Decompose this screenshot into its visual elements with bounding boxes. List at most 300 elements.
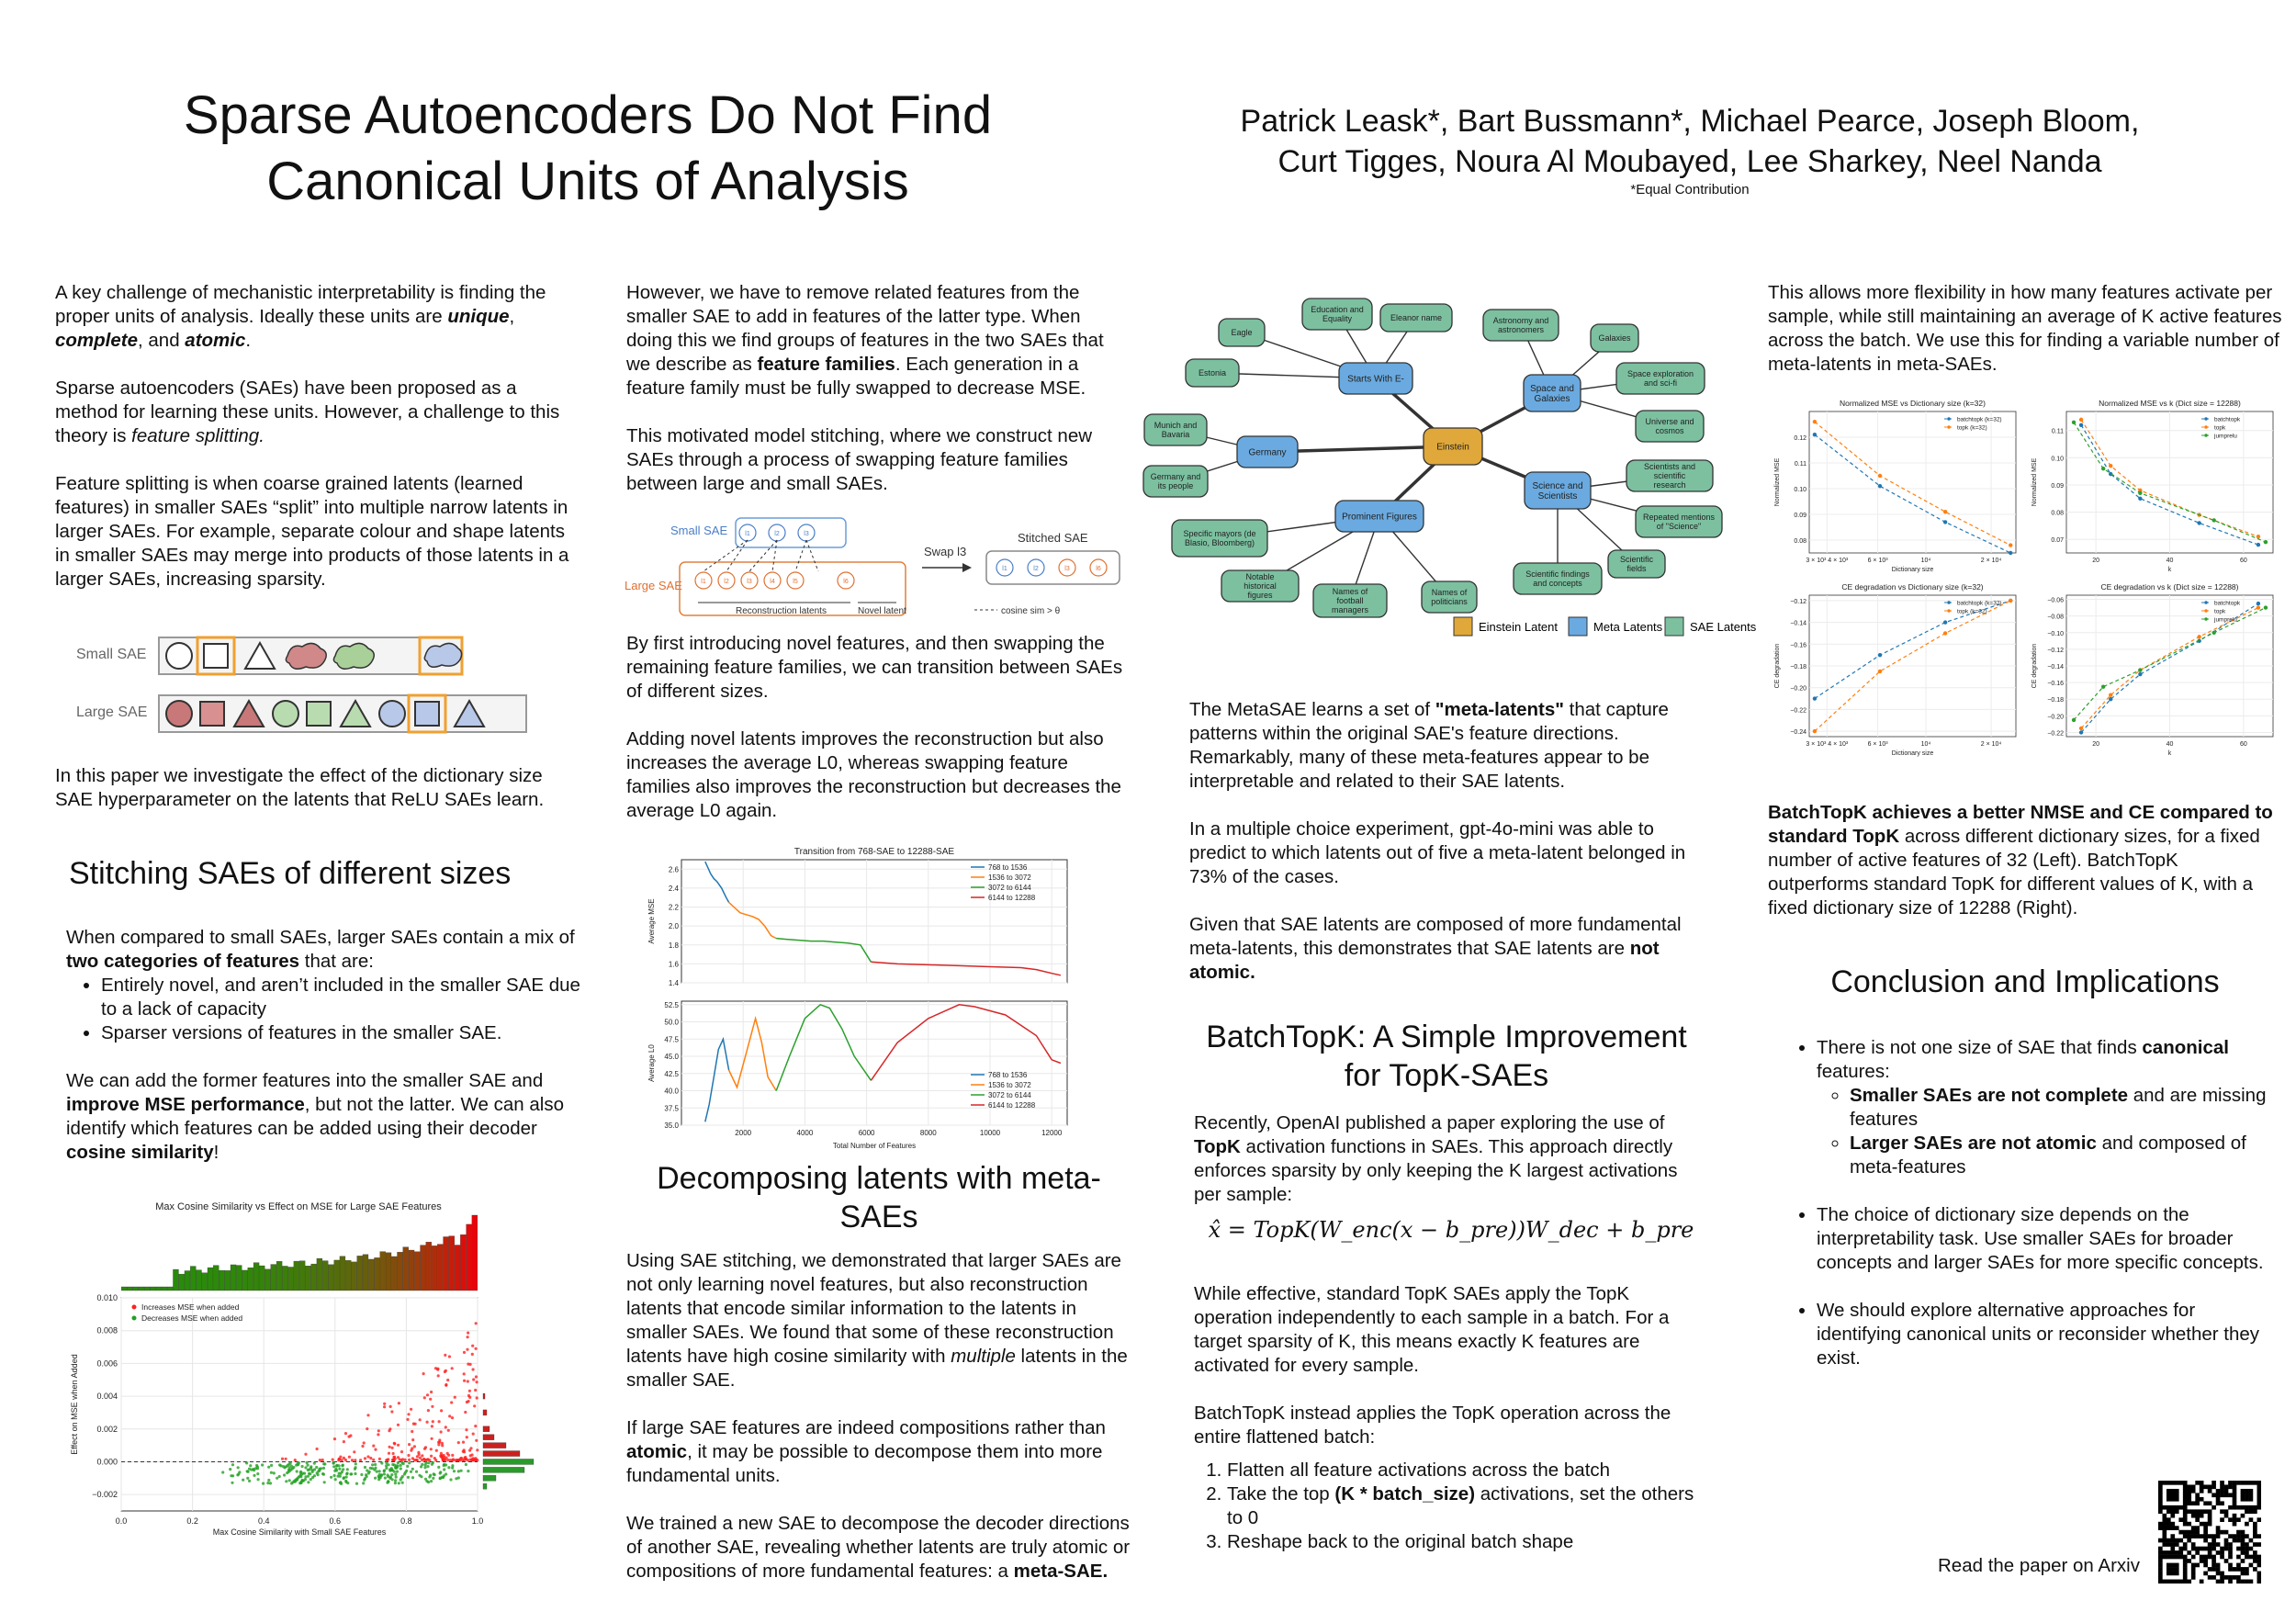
scatter-point — [231, 1463, 234, 1466]
qr-module — [2195, 1501, 2200, 1505]
cosine-link — [749, 540, 777, 571]
scatter-point — [344, 1481, 347, 1483]
legend-label: 1536 to 3072 — [988, 873, 1031, 882]
scatter-point — [301, 1465, 304, 1468]
qr-module — [2216, 1534, 2221, 1538]
scatter-point — [304, 1478, 307, 1481]
scatter-point — [390, 1410, 393, 1413]
scatter-point — [391, 1463, 394, 1466]
qr-module — [2208, 1555, 2212, 1560]
histogram-bar — [483, 1467, 524, 1472]
qr-module — [2208, 1534, 2212, 1538]
scatter-point — [467, 1336, 469, 1338]
qr-module — [2191, 1547, 2196, 1551]
scatter-point — [389, 1405, 392, 1408]
scatter-point — [315, 1466, 318, 1469]
legend-einstein: Einstein Latent — [1479, 620, 1559, 634]
x-tick-label: 20 — [2092, 558, 2100, 564]
not-atomic-paragraph: Given that SAE latents are composed of more fundamental meta-latents, this demonstrates that SAE latents are not atomic. — [1189, 914, 1682, 983]
qr-module — [2187, 1580, 2191, 1584]
qr-module — [2183, 1580, 2188, 1584]
qr-module — [2216, 1563, 2221, 1568]
data-point — [2138, 497, 2142, 501]
scatter-point — [323, 1481, 326, 1483]
scatter-point — [476, 1448, 478, 1451]
series-line — [1815, 434, 2010, 553]
qr-module — [2183, 1497, 2188, 1502]
scatter-point — [288, 1479, 291, 1482]
chart-title: Normalized MSE vs k (Dict size = 12288) — [2099, 399, 2241, 408]
qr-module — [2233, 1514, 2237, 1518]
qr-module — [2224, 1484, 2229, 1489]
qr-module — [2183, 1509, 2188, 1514]
data-point — [1943, 510, 1947, 513]
node-label: of "Science" — [1656, 522, 1702, 532]
y-tick-label: 2.2 — [668, 903, 679, 912]
qr-module — [2183, 1481, 2188, 1485]
scatter-point — [467, 1470, 469, 1472]
legend-swatch — [1665, 617, 1683, 636]
qr-module — [2170, 1538, 2175, 1543]
latent-node-label: l3 — [804, 531, 809, 537]
scatter-point — [362, 1482, 365, 1484]
sae-latent-node — [1483, 310, 1559, 341]
batchtopk-paragraph: BatchTopK instead applies the TopK operation across the entire flattened batch: — [1194, 1403, 1671, 1448]
circle-shape-icon — [166, 643, 192, 669]
qr-module — [2162, 1542, 2167, 1547]
feature-splitting-paragraph: Feature splitting is when coarse grained latents (learned features) in smaller SAEs “split” into multiple narrow latents in larger SAEs. For example, separate colour and shape latents in smaller SAEs may merge into products of those latents in a larger SAEs, increasing sparsity. — [55, 473, 569, 590]
scatter-point — [423, 1466, 426, 1469]
scatter-point — [323, 1462, 326, 1465]
transition-paragraph: By first introducing novel features, and then swapping the remaining feature families, we can transition between SAEs of different sizes. — [626, 633, 1123, 702]
histogram-bar — [483, 1443, 506, 1448]
node-label: and sci-fi — [1643, 378, 1678, 389]
sae-latent-node — [1636, 411, 1704, 442]
scatter-point — [406, 1418, 409, 1421]
scatter-point — [468, 1390, 471, 1392]
data-point — [2072, 421, 2076, 424]
node-label: Eagle — [1231, 328, 1253, 338]
scatter-point — [307, 1475, 310, 1478]
histogram-bar — [483, 1410, 487, 1415]
qr-module — [2162, 1517, 2167, 1522]
conclusion-list-wrapper — [1782, 1036, 2278, 1394]
qr-module — [2245, 1509, 2249, 1514]
qr-module — [2249, 1538, 2254, 1543]
y-tick-label: −0.08 — [2047, 614, 2064, 621]
qr-module — [2183, 1493, 2188, 1497]
meta-latent-node — [1335, 501, 1424, 532]
qr-module — [2212, 1559, 2216, 1563]
scatter-point — [421, 1454, 423, 1457]
qr-module — [2245, 1547, 2249, 1551]
scatter-point — [341, 1459, 343, 1461]
y-tick-label: 0.10 — [2051, 456, 2064, 463]
meta-latent-graph — [1137, 287, 1761, 645]
scatter-point — [451, 1467, 454, 1470]
qr-module — [2249, 1547, 2254, 1551]
qr-module — [2212, 1484, 2216, 1489]
scatter-point — [394, 1479, 397, 1482]
histogram-bar — [242, 1270, 248, 1291]
scatter-point — [466, 1348, 468, 1351]
scatter-point — [335, 1469, 338, 1471]
sae-latent-node — [1380, 304, 1452, 332]
qr-module — [2236, 1517, 2241, 1522]
y-tick-label: 0.07 — [2051, 537, 2064, 545]
qr-module — [2249, 1505, 2254, 1510]
node-label: Education and — [1311, 305, 1364, 315]
scatter-point — [411, 1430, 413, 1433]
x-tick-label: 10000 — [979, 1129, 1001, 1137]
scatter-point — [457, 1470, 460, 1472]
qr-module — [2241, 1489, 2245, 1493]
histogram-bar — [127, 1287, 132, 1291]
qr-module — [2187, 1497, 2191, 1502]
scatter-point — [355, 1462, 357, 1465]
scatter-point — [339, 1475, 342, 1478]
qr-module — [2162, 1526, 2167, 1530]
gpt-experiment-paragraph: In a multiple choice experiment, gpt-4o-mini was able to predict to which latents out of five a meta-latent belonged in 73% of the cases. — [1189, 818, 1686, 887]
qr-module — [2212, 1481, 2216, 1485]
scatter-point — [246, 1477, 249, 1480]
qr-module — [2212, 1563, 2216, 1568]
scatter-point — [256, 1465, 259, 1468]
qr-module — [2175, 1567, 2179, 1572]
qr-module — [2158, 1555, 2163, 1560]
qr-module — [2175, 1555, 2179, 1560]
scatter-point — [447, 1429, 450, 1432]
histogram-bar — [449, 1236, 455, 1291]
scatter-point — [453, 1470, 456, 1472]
qr-module — [2220, 1509, 2224, 1514]
histogram-bar — [483, 1435, 494, 1440]
legend-sae: SAE Latents — [1690, 620, 1757, 634]
qr-module — [2183, 1555, 2188, 1560]
scatter-point — [332, 1461, 335, 1464]
qr-module — [2158, 1550, 2163, 1555]
scatter-point — [355, 1482, 358, 1485]
arxiv-qr-code[interactable] — [2158, 1481, 2261, 1584]
scatter-point — [397, 1444, 400, 1447]
qr-module — [2216, 1542, 2221, 1547]
legend-label: 6144 to 12288 — [988, 894, 1036, 902]
legend-label: topk — [2214, 424, 2226, 432]
qr-module — [2249, 1497, 2254, 1502]
scatter-point — [245, 1461, 248, 1464]
data-point — [2257, 602, 2260, 605]
scatter-point — [476, 1396, 478, 1399]
y-tick-label: −0.10 — [2047, 630, 2064, 637]
qr-module — [2200, 1484, 2204, 1489]
scatter-point — [322, 1467, 325, 1470]
qr-module — [2178, 1547, 2183, 1551]
scatter-point — [437, 1443, 440, 1446]
x-tick-label: 0.4 — [257, 1516, 270, 1526]
scatter-point — [266, 1482, 269, 1484]
histogram-bar — [139, 1287, 144, 1291]
data-point — [2101, 467, 2105, 470]
scatter-point — [444, 1370, 446, 1373]
scatter-point — [261, 1463, 264, 1466]
scatter-point — [412, 1423, 415, 1426]
scatter-point — [374, 1463, 377, 1466]
node-label: Germany and — [1150, 472, 1201, 482]
data-point — [2197, 635, 2200, 638]
qr-module — [2249, 1563, 2254, 1568]
qr-module — [2233, 1575, 2237, 1580]
scatter-point — [430, 1455, 433, 1458]
scatter-point — [319, 1459, 321, 1461]
scatter-point — [408, 1459, 411, 1461]
scatter-point — [304, 1466, 307, 1469]
x-tick-label: 8000 — [919, 1129, 937, 1137]
scatter-point — [443, 1463, 445, 1466]
qr-module — [2233, 1489, 2237, 1493]
meta-latent-node — [1237, 436, 1298, 468]
qr-module — [2178, 1550, 2183, 1555]
data-point — [2109, 697, 2112, 701]
latent-node-label: l3 — [747, 579, 752, 585]
qr-module — [2175, 1505, 2179, 1510]
red-blob-icon — [286, 643, 326, 669]
scatter-point — [463, 1372, 466, 1375]
qr-module — [2257, 1493, 2261, 1497]
node-label: Astronomy and — [1492, 316, 1549, 326]
scatter-point — [400, 1467, 402, 1470]
x-tick-label: 4000 — [796, 1129, 814, 1137]
scatter-point — [475, 1322, 478, 1324]
histogram-bar — [317, 1258, 322, 1291]
chart-title: CE degradation vs Dictionary size (k=32) — [1841, 582, 1984, 592]
arxiv-link[interactable]: Read the paper on Arxiv — [1938, 1555, 2140, 1576]
qr-module — [2257, 1497, 2261, 1502]
data-point — [2009, 543, 2012, 547]
scatter-point — [394, 1467, 397, 1470]
qr-module — [2183, 1522, 2188, 1527]
scatter-point — [411, 1438, 414, 1441]
square-shape-icon — [204, 644, 228, 668]
scatter-point — [298, 1461, 300, 1464]
qr-module — [2236, 1534, 2241, 1538]
data-point — [2264, 605, 2268, 609]
qr-module — [2220, 1580, 2224, 1584]
node-label: Names of — [1431, 588, 1468, 598]
qr-module — [2167, 1509, 2171, 1514]
list-item: • We should explore alternative approaches for identifying canonical units or reconsider whether they exist. — [1817, 1299, 2278, 1370]
qr-module — [2167, 1555, 2171, 1560]
x-tick-label: 6000 — [858, 1129, 875, 1137]
equal-contribution-note: *Equal Contribution — [1630, 182, 1750, 197]
qr-module — [2253, 1509, 2257, 1514]
scatter-point — [383, 1469, 386, 1471]
data-point — [2197, 521, 2200, 524]
scatter-point — [342, 1464, 344, 1467]
qr-module — [2224, 1493, 2229, 1497]
node-label: Scientific findings — [1525, 569, 1590, 580]
scatter-point — [353, 1450, 355, 1453]
scatter-point — [441, 1455, 444, 1458]
scatter-point — [423, 1396, 426, 1399]
data-point — [2079, 727, 2083, 730]
scatter-point — [467, 1332, 469, 1335]
series-line — [729, 1019, 777, 1091]
y-tick-label: 2.6 — [668, 865, 679, 874]
y-tick-label: −0.12 — [2047, 647, 2064, 654]
histogram-bar — [363, 1255, 368, 1291]
qr-module — [2170, 1542, 2175, 1547]
qr-module — [2158, 1484, 2163, 1489]
scatter-point — [394, 1482, 397, 1484]
list-item: 2. Take the top (K * batch_size) activations, set the others to 0 — [1227, 1482, 1708, 1530]
l0-paragraph: Adding novel latents improves the reconstruction but also increases the average L0, whereas swapping feature families also improves the reconstruction but decreases the average L0 again. — [626, 728, 1121, 821]
qr-module — [2167, 1572, 2171, 1576]
y-tick-label: −0.14 — [2047, 664, 2064, 671]
histogram-bar — [196, 1270, 201, 1291]
scatter-point — [398, 1482, 400, 1484]
qr-module — [2170, 1489, 2175, 1493]
stitching-motivation-paragraph: This motivated model stitching, where we construct new SAEs through a process of swapping feature families between large and small SAEs. — [626, 425, 1093, 494]
scatter-point — [475, 1347, 478, 1350]
histogram-bar — [345, 1260, 351, 1291]
qr-module — [2253, 1567, 2257, 1572]
scatter-point — [237, 1472, 240, 1475]
y-tick-label: 1.8 — [668, 941, 679, 950]
scatter-point — [332, 1459, 334, 1461]
scatter-point — [396, 1471, 399, 1473]
scatter-point — [425, 1471, 428, 1473]
qr-module — [2233, 1505, 2237, 1510]
histogram-bar — [483, 1426, 490, 1432]
y-tick-label: 40.0 — [664, 1087, 679, 1096]
qr-module — [2158, 1563, 2163, 1568]
histogram-bar — [133, 1287, 139, 1291]
histogram-bar — [179, 1274, 185, 1291]
histogram-bar — [403, 1247, 409, 1291]
qr-module — [2236, 1530, 2241, 1535]
transition-chart — [645, 845, 1076, 1157]
list-item: • The choice of dictionary size depends on the interpretability task. Use smaller SAEs for broader concepts and larger SAEs for more specific concepts. — [1817, 1203, 2278, 1275]
scatter-point — [437, 1374, 440, 1377]
histogram-bar — [265, 1269, 271, 1291]
histogram-bar — [208, 1268, 213, 1291]
qr-module — [2187, 1530, 2191, 1535]
qr-module — [2253, 1555, 2257, 1560]
scatter-point — [435, 1449, 438, 1452]
sae-latent-node — [1144, 414, 1207, 445]
scatter-point — [313, 1462, 316, 1465]
histogram-bar — [213, 1266, 219, 1291]
qr-module — [2245, 1567, 2249, 1572]
qr-module — [2158, 1501, 2163, 1505]
qr-module — [2216, 1572, 2221, 1576]
qr-module — [2228, 1555, 2233, 1560]
qr-module — [2216, 1489, 2221, 1493]
y-tick-label: 0.10 — [1794, 487, 1806, 493]
histogram-bar — [421, 1245, 426, 1291]
qr-module — [2241, 1559, 2245, 1563]
histogram-bar — [328, 1265, 333, 1291]
legend-label: batchtopk — [2214, 416, 2241, 423]
qr-module — [2236, 1580, 2241, 1584]
qr-module — [2220, 1493, 2224, 1497]
scatter-point — [456, 1459, 458, 1461]
histogram-bar — [202, 1273, 208, 1291]
qr-module — [2178, 1505, 2183, 1510]
qr-module — [2175, 1489, 2179, 1493]
x-axis-label: Total Number of Features — [832, 1142, 917, 1150]
qr-module — [2183, 1517, 2188, 1522]
series-line — [729, 902, 777, 938]
scatter-point — [451, 1454, 454, 1457]
histogram-bar — [334, 1260, 340, 1291]
qr-module — [2220, 1481, 2224, 1485]
qr-module — [2195, 1517, 2200, 1522]
qr-module — [2216, 1526, 2221, 1530]
scatter-point — [432, 1420, 434, 1423]
qr-module — [2216, 1567, 2221, 1572]
qr-module — [2257, 1575, 2261, 1580]
x-tick-label: 3 × 10³ 4 × 10³ — [1806, 741, 1849, 748]
scatter-point — [267, 1466, 270, 1469]
scatter-point — [388, 1446, 391, 1448]
latent-node-label: l1 — [1002, 566, 1007, 572]
qr-module — [2224, 1489, 2229, 1493]
scatter-point — [415, 1471, 418, 1473]
x-tick-label: 10⁴ — [1920, 558, 1931, 564]
qr-module — [2170, 1547, 2175, 1551]
green-circle-icon — [273, 701, 298, 727]
y-tick-label: 0.12 — [1794, 435, 1806, 442]
qr-module — [2212, 1493, 2216, 1497]
legend-meta: Meta Latents — [1593, 620, 1663, 634]
y-tick-label: −0.16 — [1790, 642, 1806, 649]
qr-module — [2233, 1534, 2237, 1538]
data-point — [2079, 418, 2083, 422]
qr-module — [2175, 1572, 2179, 1576]
scatter-point — [458, 1459, 461, 1461]
scatter-point — [253, 1474, 255, 1477]
qr-module — [2167, 1505, 2171, 1510]
data-point — [2009, 551, 2012, 555]
scatter-point — [444, 1354, 446, 1357]
feature-splitting-diagram — [69, 632, 546, 742]
histogram-bar — [380, 1252, 386, 1291]
qr-module — [2162, 1530, 2167, 1535]
data-point — [2079, 730, 2083, 734]
qr-module — [2208, 1501, 2212, 1505]
scatter-point — [345, 1476, 348, 1479]
qr-module — [2212, 1538, 2216, 1543]
y-tick-label: 1.4 — [668, 979, 679, 987]
qr-module — [2187, 1509, 2191, 1514]
qr-module — [2220, 1517, 2224, 1522]
y-axis-label: CE degradation — [2032, 643, 2038, 689]
legend-marker — [1947, 425, 1951, 429]
qr-module — [2224, 1514, 2229, 1518]
qr-module — [2208, 1575, 2212, 1580]
histogram-bar — [156, 1287, 162, 1291]
scatter-point — [285, 1480, 287, 1482]
two-categories-paragraph: When compared to small SAEs, larger SAEs contain a mix of two categories of features that are: — [66, 927, 575, 972]
qr-module — [2170, 1572, 2175, 1576]
qr-module — [2195, 1530, 2200, 1535]
qr-module — [2245, 1572, 2249, 1576]
scatter-point — [408, 1461, 411, 1464]
scatter-point — [364, 1457, 366, 1460]
meta-sae-paragraph: We trained a new SAE to decompose the decoder directions of another SAE, revealing whether latents are truly atomic or compositions of more fundamental features: a meta-SAE. — [626, 1513, 1131, 1582]
batchtopk-result-paragraph: BatchTopK achieves a better NMSE and CE compared to standard TopK across different dictionary sizes, for a fixed number of active features of 32 (Left). BatchTopK outperforms standard TopK for different values of K, with a fixed dictionary size of 12288 (Right). — [1768, 802, 2273, 919]
